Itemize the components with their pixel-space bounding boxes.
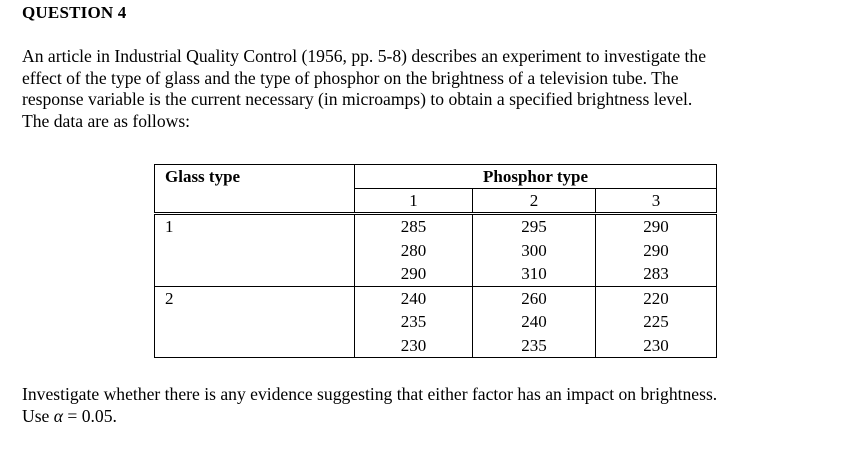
glass-type-cell: 1 (155, 214, 355, 287)
value: 230 (643, 335, 669, 355)
data-cell (596, 286, 717, 358)
table-header-row (155, 165, 717, 189)
value: 225 (643, 312, 669, 331)
instruction-line: Investigate whether there is any evidence suggesting that either factor has an impact on brightness. (22, 384, 718, 404)
question-intro (22, 46, 842, 132)
intro-line: The data are as follows: (22, 110, 191, 131)
phosphor-type-header: Phosphor type (355, 165, 717, 189)
intro-line: effect of the type of glass and the type of phosphor on the brightness of a television tube. The (22, 67, 679, 88)
alpha-value: = 0.05. (63, 405, 117, 426)
value: 220 (643, 288, 669, 308)
value: 290 (400, 264, 427, 283)
value: 285 (400, 217, 427, 236)
alpha-symbol: α (53, 405, 64, 426)
value: 310 (521, 264, 547, 283)
value: 280 (400, 240, 427, 260)
data-cell (355, 286, 473, 358)
value: 230 (400, 335, 427, 355)
data-table (154, 164, 717, 358)
data-cell (473, 214, 596, 287)
intro-line: An article in Industrial Quality Control (1956, pp. 5-8) describes an experiment to investigate the (22, 46, 707, 66)
value: 300 (521, 240, 547, 260)
table-row (155, 286, 717, 358)
phosphor-level-1: 1 (355, 189, 473, 214)
significance-line (22, 406, 847, 428)
intro-line: response variable is the current necessary (in microamps) to obtain a specified brightness level. (22, 89, 693, 109)
value: 240 (521, 312, 547, 331)
phosphor-level-3: 3 (596, 189, 717, 214)
data-cell (596, 214, 717, 287)
value: 295 (521, 217, 547, 236)
value: 235 (521, 335, 547, 355)
value: 260 (521, 288, 547, 308)
value: 290 (643, 240, 669, 260)
value: 283 (643, 264, 669, 283)
phosphor-level-2: 2 (473, 189, 596, 214)
question-instruction (22, 384, 847, 427)
value: 235 (400, 312, 427, 331)
glass-type-cell: 2 (155, 286, 355, 358)
data-cell (473, 286, 596, 358)
value: 240 (400, 288, 427, 308)
use-prefix: Use (22, 405, 54, 426)
value: 290 (643, 217, 669, 236)
glass-type-header: Glass type (155, 165, 355, 214)
question-heading: QUESTION 4 (22, 3, 127, 22)
table-row (155, 214, 717, 287)
data-cell (355, 214, 473, 287)
